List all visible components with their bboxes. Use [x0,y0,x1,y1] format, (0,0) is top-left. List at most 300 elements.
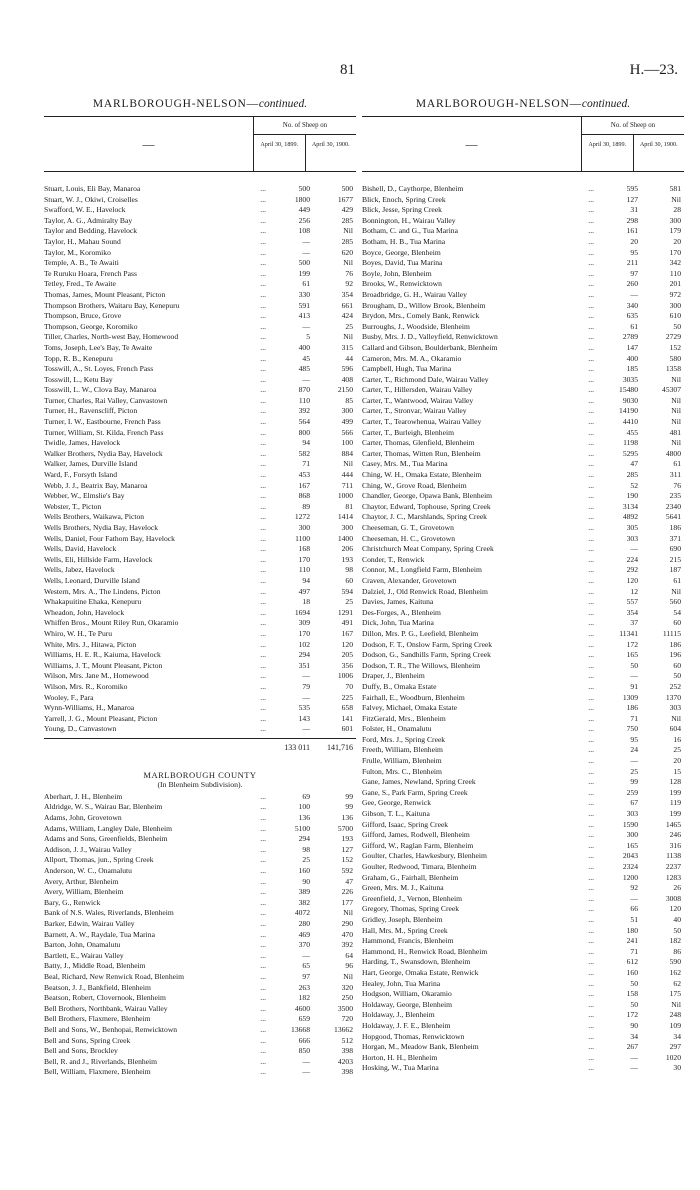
table-row [362,322,684,333]
sheep-1899: 158 [626,989,638,999]
sheep-1900: 2340 [665,501,681,511]
sheep-1899: 298 [626,215,638,225]
owner-name: Thompson Brothers, Waitaru Bay, Kenepuru [44,300,180,310]
sheep-1899: — [302,321,310,331]
table-row [44,961,356,972]
sheep-1899: 47 [630,459,638,469]
leader-dots: ... [588,501,594,511]
right-table-header [362,116,684,172]
sheep-1900: 1291 [337,607,353,617]
table-row [362,438,684,449]
table-row [362,555,684,566]
table-row [362,428,684,439]
owner-name: Horgan, M., Meadow Bank, Blenheim [362,1042,479,1052]
owner-name: Hammond, H., Renwick Road, Blenheim [362,946,488,956]
owner-name: Carter, T., Burleigh, Blenheim [362,427,454,437]
table-row [362,385,684,396]
owner-name: Wynn-Williams, H., Manaroa [44,703,135,713]
sheep-1899: 94 [302,575,310,585]
sheep-1899: 5 [306,332,310,342]
owner-name: Whiro, W. H., Te Puru [44,628,113,638]
leader-dots: ... [588,925,594,935]
owner-name: Hall, Mrs. M., Spring Creek [362,925,448,935]
sheep-1899: 449 [298,205,310,215]
owner-name: Hammond, Francis, Blenheim [362,936,454,946]
owner-name: Barnett, A. W., Raydale, Tua Marina [44,929,155,939]
owner-name: Wells Brothers, Nydia Bay, Havelock [44,523,159,532]
leader-dots: ... [260,671,266,681]
table-row [362,237,684,248]
owner-name: Barton, John, Onamalutu [44,940,121,950]
leader-dots: ... [260,713,266,723]
table-row [44,449,356,460]
owner-name: Fulton, Mrs. C., Blenheim [362,766,442,776]
sheep-1899: 50 [630,999,638,1009]
leader-dots: ... [588,364,594,374]
sheep-1899: 199 [298,268,310,278]
sheep-1900: 711 [341,480,353,490]
owner-name: Christchurch Meat Company, Spring Creek [362,544,494,554]
leader-dots: ... [260,897,266,907]
sheep-1900: 235 [669,491,681,501]
table-row [44,629,356,640]
owner-name: Wells, David, Havelock [44,544,117,554]
table-row [362,576,684,587]
sheep-1900: Nil [343,908,353,918]
sheep-1899: 61 [302,279,310,289]
sheep-1900: 96 [345,961,353,971]
leader-dots: ... [588,215,594,225]
leader-dots: ... [588,872,594,882]
sheep-1900: 50 [673,321,681,331]
sheep-1899: 120 [626,575,638,585]
owner-name: Botham, H. B., Tua Marina [362,236,446,246]
owner-name: Freeth, William, Blenheim [362,745,443,755]
owner-name: Dillon, Mrs. P. G., Leefield, Blenheim [362,628,479,638]
sheep-1900: 429 [341,205,353,215]
leader-dots: ... [588,1010,594,1020]
table-row [362,375,684,386]
sheep-1900: 182 [669,936,681,946]
table-row [44,834,356,845]
table-row [44,866,356,877]
owner-name: Goulter, Redwood, Timara, Blenheim [362,862,477,871]
sheep-1899: 50 [630,660,638,670]
owner-name: Twidle, James, Havelock [44,438,121,448]
table-row [362,1032,684,1043]
sheep-1900: 972 [669,289,681,299]
sheep-1900: 100 [341,438,353,448]
sheep-1899: 4600 [294,1003,310,1013]
table-row [44,993,356,1004]
leader-dots: ... [260,491,266,501]
sheep-1899: 497 [298,586,310,596]
leader-dots: ... [588,671,594,681]
table-row [362,301,684,312]
sheep-1900: 1000 [337,491,353,501]
owner-name: Busby, Mrs. J. D., Valleyfield, Renwicktown [362,332,498,342]
owner-name: Botham, C. and G., Tua Marina [362,226,458,236]
table-row [44,301,356,312]
leader-dots: ... [260,205,266,215]
table-row [44,650,356,661]
sheep-1900: 26 [673,883,681,893]
table-row [362,798,684,809]
owner-name: Carter, Thomas, Glenfield, Blenheim [362,438,475,448]
leader-dots: ... [588,247,594,257]
table-row [362,512,684,523]
table-row [362,1063,684,1074]
sheep-1899: 161 [626,226,638,236]
sheep-1900: 398 [341,1067,353,1077]
sheep-1899: 305 [626,523,638,532]
owner-name: Wheadon, John, Havelock [44,607,125,617]
owner-name: Whiffen Bros., Mount Riley Run, Okaramio [44,618,179,628]
table-row [44,703,356,714]
sheep-1899: 612 [626,957,638,967]
table-row [44,587,356,598]
leader-dots: ... [588,777,594,787]
leader-dots: ... [260,1024,266,1034]
table-row [44,332,356,343]
sheep-1900: 252 [669,681,681,691]
owner-name: Wilson, Mrs. R., Koromiko [44,681,128,691]
sheep-1900: 320 [341,982,353,992]
sheep-1899: 453 [298,470,310,480]
sheep-1900: 408 [341,374,353,384]
page-reference: H.—23. [629,62,678,78]
table-row [44,792,356,803]
sheep-1899: 241 [626,936,638,946]
table-row [44,898,356,909]
leader-dots: ... [588,289,594,299]
owner-name: Draper, J., Blenheim [362,671,425,681]
owner-name: Williams, H. E. R., Kaiuma, Havelock [44,650,161,660]
sheep-1899: 92 [630,883,638,893]
sheep-1899: 1590 [622,819,638,829]
owner-name: Webb, J. J., Beatrix Bay, Manaroa [44,480,148,490]
table-row [362,1053,684,1064]
leader-dots: ... [260,607,266,617]
sheep-1900: 50 [673,925,681,935]
name-column-header: — [142,136,155,151]
table-row [44,385,356,396]
table-row [362,809,684,820]
sheep-1900: 3008 [665,893,681,903]
sheep-1899: 172 [626,1010,638,1020]
owner-name: Bell Brothers, Flaxmere, Blenheim [44,1014,151,1024]
leader-dots: ... [260,628,266,638]
sheep-1899: — [630,756,638,766]
table-row [44,930,356,941]
table-row [362,1021,684,1032]
table-row [362,883,684,894]
table-row [44,417,356,428]
sheep-1899: 90 [302,876,310,886]
table-row [44,940,356,951]
table-row [44,908,356,919]
sheep-1899: 370 [298,940,310,950]
sheep-1900: 50 [673,671,681,681]
leader-dots: ... [588,618,594,628]
table-row [362,682,684,693]
table-row [44,470,356,481]
owner-name: Ching, W. H., Omaka Estate, Blenheim [362,470,482,480]
leader-dots: ... [260,660,266,670]
sheep-1900: 85 [345,395,353,405]
sheep-1900: 175 [669,989,681,999]
leader-dots: ... [260,575,266,585]
owner-name: Holdaway, J., Blenheim [362,1010,435,1020]
owner-name: FitzGerald, Mrs., Blenheim [362,713,446,723]
leader-dots: ... [588,332,594,342]
leader-dots: ... [260,544,266,554]
leader-dots: ... [260,342,266,352]
owner-name: Batty, J., Middle Road, Blenheim [44,961,146,971]
sheep-1900: 141 [341,713,353,723]
table-row [362,926,684,937]
leader-dots: ... [588,1031,594,1041]
leader-dots: ... [588,184,594,193]
left-total-row [44,738,356,754]
sheep-1899: — [630,1063,638,1073]
owner-name: Te Ruruku Hoara, French Pass [44,268,137,278]
owner-name: Folster, H., Onamalutu [362,724,432,734]
sheep-1899: 71 [302,459,310,469]
sheep-1899: — [302,950,310,960]
sheep-1899: 165 [626,650,638,660]
sheep-1899: 127 [626,194,638,204]
leader-dots: ... [588,374,594,384]
owner-name: Temple, A. B., Te Awaiti [44,258,119,268]
leader-dots: ... [260,791,266,801]
sheep-1900: 128 [669,777,681,787]
table-row [44,343,356,354]
leader-dots: ... [588,438,594,448]
table-row [44,364,356,375]
owner-name: Thompson, Bruce, Grove [44,311,122,321]
leader-dots: ... [260,406,266,416]
sheep-1899: 100 [298,802,310,812]
leader-dots: ... [260,247,266,257]
owner-name: Greenfield, J., Vernon, Blenheim [362,893,463,903]
owner-name: Wells, Leonard, Durville Island [44,575,140,585]
sheep-1900: 424 [341,311,353,321]
table-row [44,512,356,523]
sheep-1899: 868 [298,491,310,501]
sheep-1900: 690 [669,544,681,554]
sheep-1900: 40 [673,914,681,924]
table-row [362,449,684,460]
sheep-1899: 190 [626,491,638,501]
leader-dots: ... [588,470,594,480]
leader-dots: ... [260,681,266,691]
leader-dots: ... [260,724,266,734]
table-row [44,195,356,206]
owner-name: Carter, T., Wantwood, Wairau Valley [362,395,474,405]
table-row [362,597,684,608]
leader-dots: ... [260,300,266,310]
sheep-1900: Nil [671,586,681,596]
sheep-1900: 109 [669,1020,681,1030]
sheep-1900: Nil [343,459,353,469]
sheep-1899: 389 [298,887,310,897]
sheep-1900: 604 [669,724,681,734]
sheep-1900: 720 [341,1014,353,1024]
left-rows-county [44,792,356,1078]
sheep-1899: 256 [298,215,310,225]
sheep-1899: 870 [298,385,310,395]
sheep-1899: 182 [298,993,310,1003]
sheep-1900: 592 [341,866,353,876]
sheep-1899: — [630,671,638,681]
sheep-1900: Nil [671,374,681,384]
leader-dots: ... [260,438,266,448]
owner-name: Wells Brothers, Waikawa, Picton [44,512,145,522]
leader-dots: ... [588,798,594,808]
sheep-1899: 500 [298,184,310,193]
sheep-1899: 666 [298,1035,310,1045]
sheep-1899: 45 [302,353,310,363]
owner-name: Avery, William, Blenheim [44,887,124,897]
sheep-1900: Nil [343,226,353,236]
sheep-1900: 297 [669,1042,681,1052]
sheep-1899: 24 [630,745,638,755]
owner-name: Thompson, George, Koromiko [44,321,138,331]
leader-dots: ... [588,554,594,564]
owner-name: Wooley, F., Para [44,692,94,702]
sheep-1900: Nil [671,406,681,416]
table-row [362,851,684,862]
sheep-1900: 70 [345,681,353,691]
owner-name: Beatson, Robert, Clovernook, Blenheim [44,993,166,1003]
sheep-1900: 92 [345,279,353,289]
sheep-1899: 31 [630,205,638,215]
leader-dots: ... [260,866,266,876]
table-row [44,523,356,534]
owner-name: Brydon, Mrs., Comely Bank, Renwick [362,311,480,321]
leader-dots: ... [588,978,594,988]
owner-name: Chaytor, J. C., Marshlands, Spring Creek [362,512,487,522]
table-row [362,841,684,852]
table-row [362,915,684,926]
leader-dots: ... [588,967,594,977]
owner-name: Allport, Thomas, jun., Spring Creek [44,855,154,865]
owner-name: Conder, T., Renwick [362,554,425,564]
sheep-1899: 170 [298,628,310,638]
owner-name: Gifford, W., Raglan Farm, Blenheim [362,840,474,850]
sheep-1900: 61 [673,459,681,469]
sheep-1899: 260 [626,279,638,289]
sheep-1899: 294 [298,650,310,660]
leader-dots: ... [588,512,594,522]
sheep-1900: 170 [669,247,681,257]
leader-dots: ... [260,184,266,193]
table-row [44,311,356,322]
leader-dots: ... [588,226,594,236]
leader-dots: ... [260,639,266,649]
leader-dots: ... [588,236,594,246]
sheep-1900: 186 [669,639,681,649]
section-title: MARLBOROUGH COUNTY [143,769,257,780]
sheep-1899: 97 [630,268,638,278]
leader-dots: ... [588,523,594,532]
table-row [362,979,684,990]
table-row [362,269,684,280]
sheep-1900: 246 [669,830,681,840]
owner-name: Broadbridge, G. H., Wairau Valley [362,289,467,299]
table-row [44,459,356,470]
owner-name: Bell and Sons, Brockley [44,1046,118,1056]
sheep-1899: 95 [630,734,638,744]
table-row [44,534,356,545]
leader-dots: ... [588,692,594,702]
sheep-count-header: No. of Sheep on [254,117,356,135]
leader-dots: ... [260,417,266,427]
right-column-title: MARLBOROUGH-NELSON—continued. [415,98,631,110]
sheep-1900: 1006 [337,671,353,681]
leader-dots: ... [260,1067,266,1077]
sheep-1900: 11115 [662,628,681,638]
leader-dots: ... [260,823,266,833]
sheep-1899: 2789 [622,332,638,342]
leader-dots: ... [260,618,266,628]
date-1900-header: April 30, 1900. [305,135,357,171]
leader-dots: ... [588,883,594,893]
owner-name: Falvey, Michael, Omaka Estate [362,703,458,713]
leader-dots: ... [588,957,594,967]
owner-name: Connor, M., Longfield Farm, Blenheim [362,565,482,575]
table-row [44,544,356,555]
table-row [362,364,684,375]
table-row [44,396,356,407]
leader-dots: ... [588,819,594,829]
leader-dots: ... [588,724,594,734]
table-row [44,481,356,492]
table-row [44,693,356,704]
left-table-header [44,116,356,172]
left-column-title: MARLBOROUGH-NELSON—continued. [92,98,308,110]
owner-name: Blick, Enoch, Spring Creek [362,194,446,204]
leader-dots: ... [260,950,266,960]
owner-name: Bell, R. and J., Riverlands, Blenheim [44,1056,158,1066]
owner-name: Dodson, T. R., The Willows, Blenheim [362,660,481,670]
sheep-1899: 99 [630,777,638,787]
leader-dots: ... [588,660,594,670]
owner-name: Graham, G., Fairhall, Blenheim [362,872,459,882]
table-row [362,788,684,799]
table-row [362,703,684,714]
owner-name: Taylor, H., Mahau Sound [44,236,121,246]
owner-name: Wells, Jabez, Havelock [44,565,115,575]
sheep-1899: 160 [298,866,310,876]
sheep-1900: 120 [669,904,681,914]
leader-dots: ... [260,480,266,490]
owner-name: Craven, Alexander, Grovetown [362,575,457,585]
leader-dots: ... [260,374,266,384]
owner-name: Ford, Mrs. J., Spring Creek [362,734,446,744]
table-row [362,343,684,354]
owner-name: Green, Mrs. M. J., Kaituna [362,883,444,893]
owner-name: Yarrell, J. G., Mount Pleasant, Picton [44,713,158,723]
table-row [44,406,356,417]
sheep-1900: 512 [341,1035,353,1045]
leader-dots: ... [588,1063,594,1073]
sheep-1899: 340 [626,300,638,310]
table-row [44,428,356,439]
sheep-1900: 2150 [337,385,353,395]
leader-dots: ... [588,406,594,416]
